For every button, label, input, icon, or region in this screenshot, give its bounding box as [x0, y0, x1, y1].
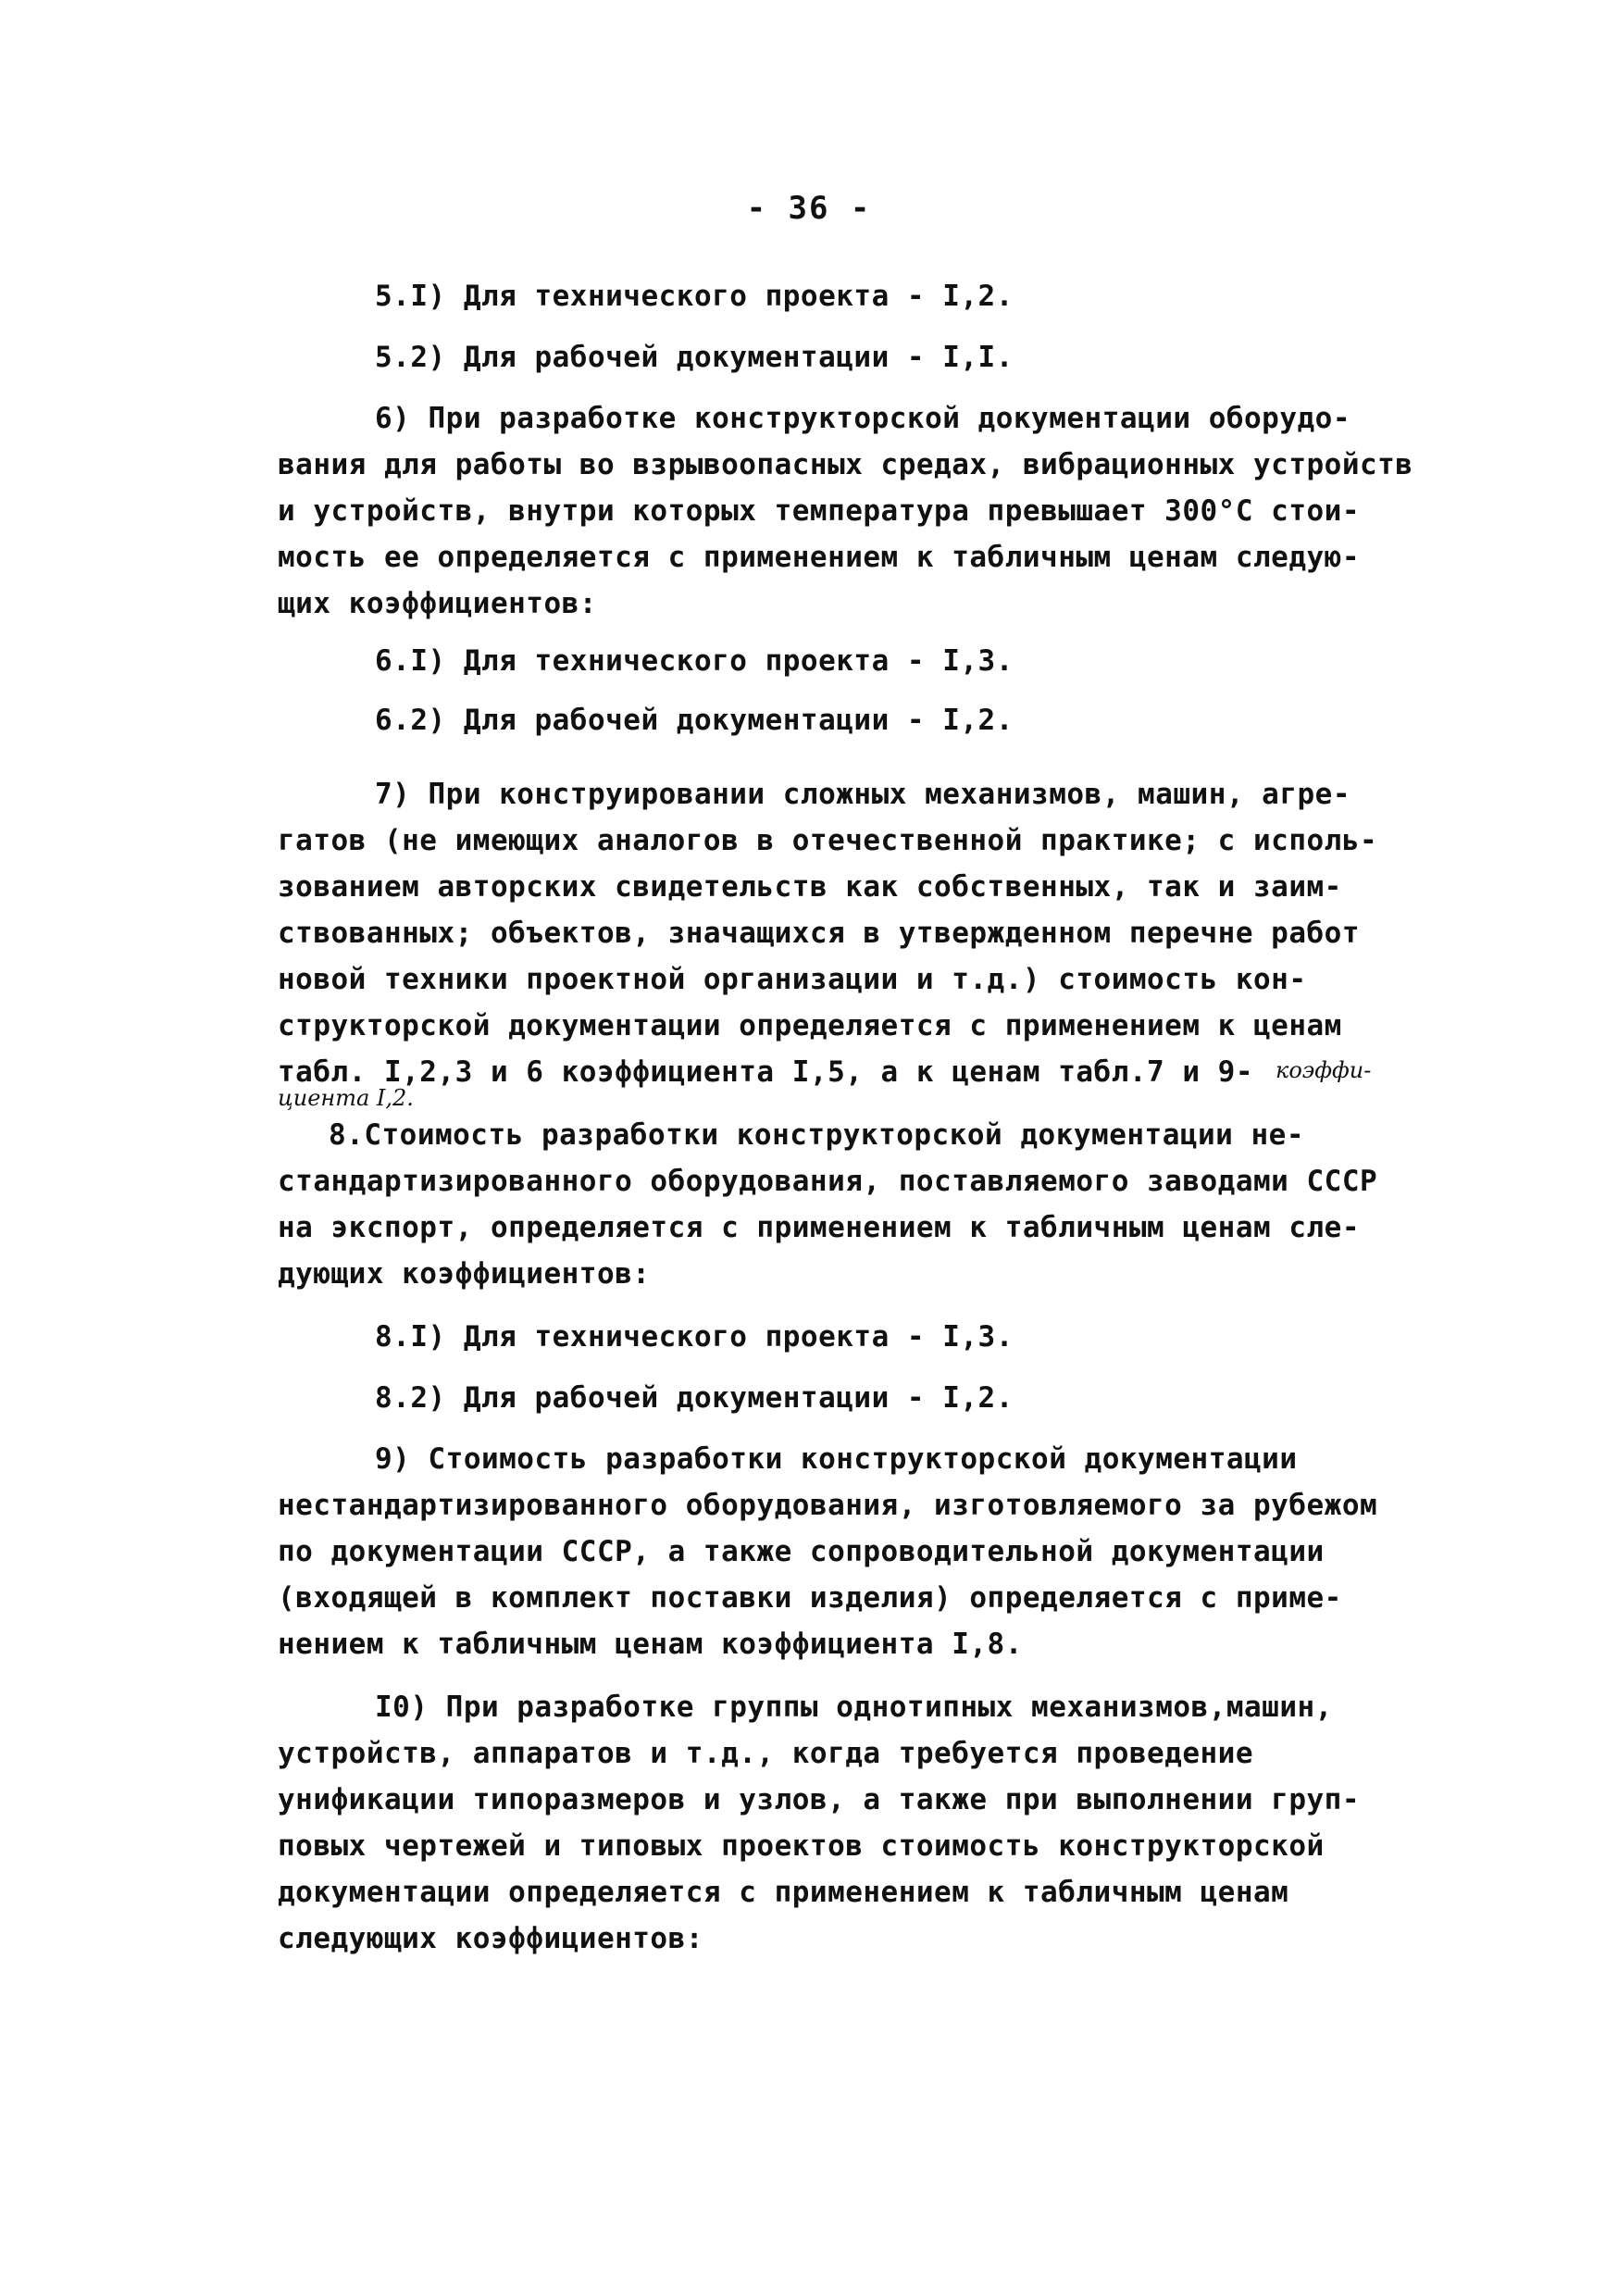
text-line: 8.2) Для рабочей документации - I,2.: [375, 1381, 1014, 1415]
text-line: структорской документации определяется с применением к ценам: [278, 1009, 1342, 1042]
text-line: гатов (не имеющих аналогов в отечественной практике; с исполь-: [278, 824, 1378, 857]
text-line: 5.I) Для технического проекта - I,2.: [375, 280, 1014, 313]
text-line: повых чертежей и типовых проектов стоимость конструкторской: [278, 1829, 1325, 1863]
text-line: новой техники проектной организации и т.д.) стоимость кон-: [278, 963, 1307, 996]
text-line: нением к табличным ценам коэффициента I,8.: [278, 1628, 1023, 1661]
text-line: табл. I,2,3 и 6 коэффициента I,5, а к ценам табл.7 и 9-: [278, 1055, 1253, 1089]
text-line: унификации типоразмеров и узлов, а также при выполнении груп-: [278, 1783, 1360, 1816]
text-line: следующих коэффициентов:: [278, 1922, 703, 1955]
text-line: устройств, аппаратов и т.д., когда требуется проведение: [278, 1737, 1253, 1770]
text-line: документации определяется с применением к табличным ценам: [278, 1876, 1289, 1909]
text-line: 5.2) Для рабочей документации - I,I.: [375, 341, 1014, 374]
text-line: 6) При разработке конструкторской документации оборудо-: [375, 402, 1350, 435]
text-line: по документации СССР, а также сопроводительной документации: [278, 1535, 1325, 1568]
text-line: ствованных; объектов, значащихся в утвержденном перечне работ: [278, 917, 1360, 950]
text-line: 7) При конструировании сложных механизмов, машин, агре-: [375, 778, 1350, 811]
text-line: 9) Стоимость разработки конструкторской документации: [375, 1442, 1298, 1476]
text-line: (входящей в комплект поставки изделия) определяется с приме-: [278, 1581, 1342, 1615]
text-line: стандартизированного оборудования, поставляемого заводами СССР: [278, 1165, 1378, 1198]
handwritten-note: коэффи-: [1276, 1057, 1372, 1083]
text-line: I0) При разработке группы однотипных механизмов,машин,: [375, 1691, 1333, 1724]
text-line: 8.Стоимость разработки конструкторской документации не-: [329, 1118, 1304, 1152]
text-line: 6.2) Для рабочей документации - I,2.: [375, 704, 1014, 737]
text-line: зованием авторских свидетельств как собственных, так и заим-: [278, 870, 1342, 904]
text-line: вания для работы во взрывоопасных средах, вибрационных устройств: [278, 448, 1413, 481]
text-line: дующих коэффициентов:: [278, 1257, 651, 1291]
text-line: 6.I) Для технического проекта - I,3.: [375, 644, 1014, 678]
text-line: 8.I) Для технического проекта - I,3.: [375, 1320, 1014, 1354]
text-line: мость ее определяется с применением к табличным ценам следую-: [278, 541, 1360, 574]
text-line: и устройств, внутри которых температура превышает 300°С стои-: [278, 494, 1360, 528]
text-line: щих коэффициентов:: [278, 587, 597, 620]
handwritten-note: циента I,2.: [278, 1085, 414, 1111]
text-line: нестандартизированного оборудования, изготовляемого за рубежом: [278, 1489, 1378, 1522]
text-line: на экспорт, определяется с применением к табличным ценам сле-: [278, 1211, 1360, 1244]
page-number: - 36 -: [746, 190, 872, 227]
